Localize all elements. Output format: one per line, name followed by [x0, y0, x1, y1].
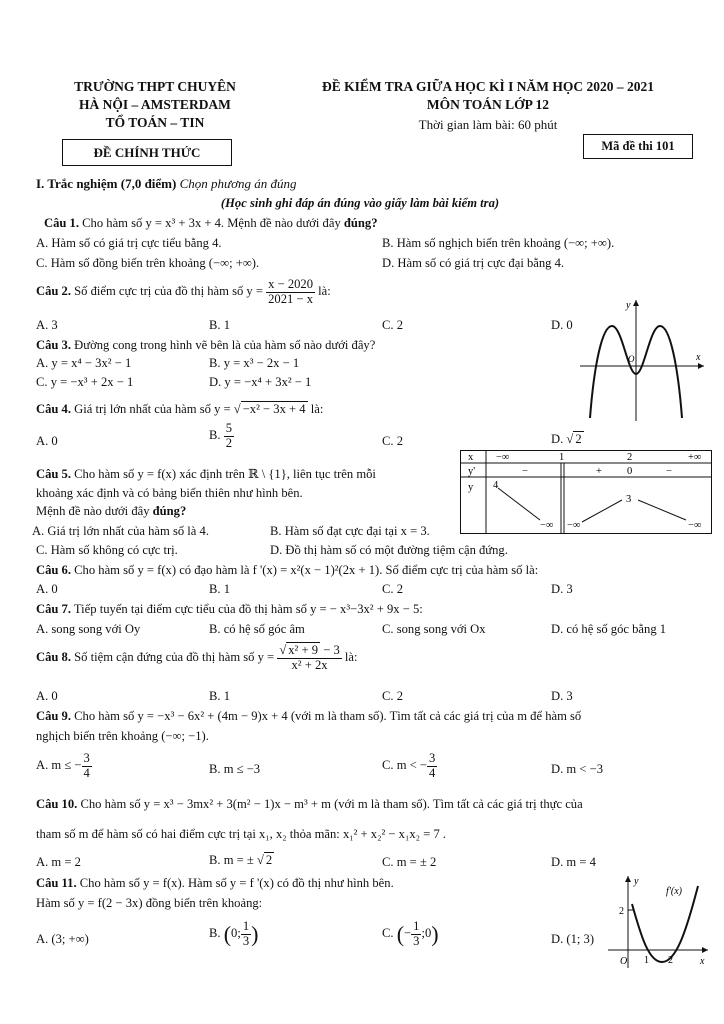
q4-option-d-radicand: 2: [575, 432, 582, 446]
q5-table-y-neginf2: −∞: [567, 520, 581, 531]
q5-table-y-3: 3: [626, 494, 632, 505]
section-note: (Học sinh ghi đáp án đúng vào giấy làm bài kiểm tra): [220, 196, 500, 210]
q3-origin-label: O: [628, 354, 635, 364]
q9-option-c-den: 4: [429, 765, 436, 780]
q9-option-a-label: A. m ≤ −: [36, 758, 82, 773]
q3-option-b: B. y = x³ − 2x − 1: [209, 356, 300, 370]
q11-option-b-fraction: [241, 920, 251, 949]
q5-table-sign1: −: [522, 466, 528, 477]
q5-text3: Mệnh đề nào dưới đây: [36, 504, 150, 518]
q11-option-b-pre: 0;: [231, 926, 241, 941]
q9-option-a-fraction: [82, 752, 92, 781]
q6-option-a: A. 0: [36, 582, 58, 596]
q5-line2: khoảng xác định và có bảng biến thiên như hình bên.: [36, 486, 303, 500]
q11-x-arrow-icon: [702, 947, 708, 953]
q5-table-zero: 0: [627, 466, 633, 477]
q11-option-c-den: 3: [413, 933, 420, 948]
q2-text: Số điểm cực trị của đồ thị hàm số y =: [74, 284, 263, 299]
q2-option-b: B. 1: [209, 318, 230, 332]
q4-option-b-fraction: [224, 422, 234, 451]
q8-option-d: D. 3: [551, 689, 573, 703]
q8-option-c: C. 2: [382, 689, 403, 703]
q9-option-a-num: 3: [83, 751, 90, 765]
q10-line2: tham số m để hàm số có hai điểm cực trị tại x₁, x₂ thỏa mãn: x₁² + x₂² − x₁x₂ = 7 .: [36, 827, 447, 841]
q10-option-d: D. m = 4: [551, 855, 596, 869]
section-instruction: Chọn phương án đúng: [179, 176, 297, 191]
q7-label: Câu 7.: [36, 602, 71, 616]
q11-label: Câu 11.: [36, 876, 77, 890]
q3-stem: [36, 338, 375, 353]
q9-option-a-den: 4: [83, 765, 90, 780]
q2-fraction: [266, 278, 315, 307]
q5-table-yprime: y': [468, 466, 476, 477]
section-title: I. Trắc nghiệm (7,0 điểm): [36, 176, 177, 191]
q3-x-arrow-icon: [698, 363, 704, 369]
q10-option-b-label: B. m = ±: [209, 853, 254, 867]
q1-option-a: A. Hàm số có giá trị cực tiểu bằng 4.: [36, 236, 222, 250]
q8-option-b: B. 1: [209, 689, 230, 703]
department-name: TỔ TOÁN – TIN: [105, 115, 205, 130]
q1-emphasis: đúng?: [343, 216, 378, 230]
q4-label: Câu 4.: [36, 402, 71, 416]
q10-option-c: C. m = ± 2: [382, 855, 437, 869]
q2-denominator: 2021 − x: [268, 291, 314, 306]
q8-label: Câu 8.: [36, 650, 71, 665]
q3-label: Câu 3.: [36, 338, 71, 352]
q8-tail: là:: [344, 650, 358, 665]
q5-table-x: x: [468, 452, 474, 463]
q2-option-c: C. 2: [382, 318, 403, 332]
q11-curve: [632, 886, 698, 962]
q4-option-b-den: 2: [225, 435, 233, 450]
exam-title: ĐỀ KIỂM TRA GIỮA HỌC KÌ I NĂM HỌC 2020 – 2021: [322, 79, 654, 94]
q4-option-c: C. 2: [382, 434, 403, 448]
q4-option-d-label: D.: [551, 432, 564, 446]
q5-table-y: y: [468, 482, 474, 493]
q3-option-c: C. y = −x³ + 2x − 1: [36, 375, 134, 389]
q7-stem: [36, 602, 423, 617]
q3-graph: [578, 296, 708, 426]
q7-option-a: A. song song với Oy: [36, 622, 141, 636]
q11-x-value-2: 2: [668, 955, 673, 966]
q5-label: Câu 5.: [36, 467, 71, 481]
q11-option-b: B. (0; $\frac{1}{3}$ ): [209, 919, 259, 948]
q5-table-sign3: −: [666, 466, 672, 477]
q2-option-a: A. 3: [36, 318, 58, 332]
q9-option-a: [36, 752, 92, 781]
q3-option-a: A. y = x⁴ − 3x² − 1: [36, 356, 132, 370]
q4-stem: Câu 4. Giá trị lớn nhất của hàm số y = √ −x² − 3x + 4 là:: [36, 402, 324, 416]
q7-option-b: B. có hệ số góc âm: [209, 622, 305, 636]
q8-fraction: [277, 644, 341, 673]
q9-option-b: B. m ≤ −3: [209, 762, 261, 776]
q5-arrow-up-icon: [582, 500, 622, 522]
q11-option-c: C. (− $\frac{1}{3}$ ;0): [382, 919, 439, 948]
q10-option-b: B. m = ± √ 2: [209, 853, 273, 867]
q10-option-a: A. m = 2: [36, 855, 81, 869]
q5-table-x-1: 1: [559, 452, 565, 463]
school-name-line1: TRƯỜNG THPT CHUYÊN: [74, 79, 236, 94]
q6-text: Cho hàm số y = f(x) có đạo hàm là f '(x) = x²(x − 1)²(2x + 1). Số điểm cực trị của hàm số là:: [74, 563, 539, 577]
q1-option-d: D. Hàm số có giá trị cực đại bằng 4.: [382, 256, 565, 270]
q9-option-c-label: C. m < −: [382, 758, 427, 773]
q5-table-x-2: 2: [627, 452, 633, 463]
school-name-line2: HÀ NỘI – AMSTERDAM: [79, 97, 231, 112]
q11-y-value-2: 2: [619, 906, 624, 917]
q5-line3: [36, 504, 186, 519]
q8-stem: [36, 644, 358, 673]
q9-option-c-num: 3: [429, 751, 436, 765]
q9-option-c: [382, 752, 437, 781]
exam-code: Mã đề thi 101: [601, 139, 675, 153]
q5-arrow-down1-icon: [498, 488, 540, 520]
q11-option-d: D. (1; 3): [551, 932, 595, 946]
q2-stem: [36, 278, 331, 307]
q4-text: Giá trị lớn nhất của hàm số y =: [74, 402, 231, 416]
q3-y-label: y: [626, 300, 631, 311]
q7-text: Tiếp tuyến tại điểm cực tiểu của đồ thị hàm số y = − x³−3x² + 9x − 5:: [73, 602, 423, 616]
q3-y-arrow-icon: [633, 300, 639, 306]
q4-option-b-num: 5: [225, 421, 233, 435]
q11-option-c-num: 1: [413, 919, 420, 933]
q5-variation-table: [460, 450, 712, 534]
q5-table-y-neginf3: −∞: [688, 520, 702, 531]
q1-label: Câu 1.: [44, 216, 79, 230]
q7-option-c: C. song song với Ox: [382, 622, 486, 636]
q11-fx-label: f'(x): [666, 886, 683, 897]
q11-option-b-num: 1: [242, 919, 250, 933]
section-heading: [36, 176, 297, 192]
q3-option-d: D. y = −x⁴ + 3x² − 1: [209, 375, 312, 389]
q9-line1: [36, 709, 581, 724]
q6-option-c: C. 2: [382, 582, 403, 596]
q1-option-c: C. Hàm số đồng biến trên khoảng (−∞; +∞).: [36, 256, 260, 270]
q4-option-d: D. √ 2: [551, 432, 582, 446]
q5-option-c: C. Hàm số không có cực trị.: [36, 543, 178, 557]
exam-subject: MÔN TOÁN LỚP 12: [426, 97, 550, 112]
q8-denominator: x² + 2x: [291, 657, 328, 672]
q11-line1: [36, 876, 394, 891]
q5-option-a: A. Giá trị lớn nhất của hàm số là 4.: [32, 524, 209, 538]
q10-line1: [36, 797, 583, 812]
q2-label: Câu 2.: [36, 284, 71, 299]
q11-text1: Cho hàm số y = f(x). Hàm số y = f '(x) có đồ thị như hình bên.: [79, 876, 394, 890]
q8-num-radicand: x² + 9: [288, 643, 319, 657]
official-badge: [62, 139, 232, 166]
q4-tail: là:: [310, 402, 324, 416]
q4-option-b-label: B.: [209, 428, 221, 443]
exam-time: Thời gian làm bài: 60 phút: [418, 117, 558, 132]
q9-label: Câu 9.: [36, 709, 71, 723]
q5-table-x-neginf: −∞: [496, 452, 510, 463]
q11-option-b-den: 3: [242, 933, 250, 948]
q1-text: Cho hàm số y = x³ + 3x + 4. Mệnh đề nào dưới đây: [82, 216, 341, 230]
q2-tail: là:: [318, 284, 331, 299]
q2-numerator: x − 2020: [268, 277, 314, 291]
q5-option-d: D. Đồ thị hàm số có một đường tiệm cận đứng.: [270, 543, 508, 557]
q5-table-x-posinf: +∞: [688, 452, 702, 463]
q8-option-a: A. 0: [36, 689, 58, 703]
q9-option-c-fraction: [427, 752, 437, 781]
q6-stem: [36, 563, 538, 578]
q7-option-d: D. có hệ số góc bằng 1: [551, 622, 667, 636]
q6-option-d: D. 3: [551, 582, 573, 596]
q6-label: Câu 6.: [36, 563, 71, 577]
exam-code-box: [583, 134, 693, 159]
q11-origin-label: O: [620, 956, 628, 967]
q5-option-b: B. Hàm số đạt cực đại tại x = 3.: [270, 524, 430, 538]
q11-option-c-post: ;0: [421, 926, 432, 941]
q11-x-value-1: 1: [644, 955, 649, 966]
q5-emphasis: đúng?: [152, 504, 187, 518]
q11-option-c-fraction: [411, 920, 421, 949]
official-label: ĐỀ CHÍNH THỨC: [93, 144, 201, 160]
q1-option-b: B. Hàm số nghịch biến trên khoảng (−∞; +∞).: [382, 236, 615, 250]
q8-text: Số tiệm cận đứng của đồ thị hàm số y =: [74, 650, 275, 665]
q2-option-d: D. 0: [551, 318, 573, 332]
q4-option-a: A. 0: [36, 434, 58, 448]
q5-table-sign2: +: [596, 466, 602, 477]
q5-table-y-4: 4: [493, 480, 499, 491]
q11-y-label: y: [634, 876, 639, 887]
q5-table-y-neginf1: −∞: [540, 520, 554, 531]
q9-text1: Cho hàm số y = −x³ − 6x² + (4m − 9)x + 4 (với m là tham số). Tìm tất cả các giá trị của m để hàm số: [74, 709, 582, 723]
q11-option-b-label: B.: [209, 926, 221, 941]
q3-x-label: x: [696, 352, 701, 363]
q10-option-b-radicand: 2: [265, 853, 273, 867]
q5-line1: [36, 466, 376, 482]
q11-x-label: x: [700, 956, 705, 967]
q9-line2: nghịch biến trên khoảng (−∞; −1).: [36, 729, 209, 743]
q3-text: Đường cong trong hình vẽ bên là của hàm số nào dưới đây?: [74, 338, 376, 352]
q4-option-b: [209, 422, 234, 451]
q11-option-c-pre: −: [404, 926, 412, 941]
q8-num-tail: − 3: [323, 643, 340, 657]
q11-option-a: A. (3; +∞): [36, 932, 89, 946]
q10-text1: Cho hàm số y = x³ − 3mx² + 3(m² − 1)x − m³ + m (với m là tham số). Tìm tất cả các giá trị thực của: [80, 797, 583, 811]
q11-option-c-label: C.: [382, 926, 394, 941]
q11-line2: Hàm số y = f(2 − 3x) đồng biến trên khoảng:: [36, 896, 263, 910]
q11-graph: [604, 872, 714, 972]
q5-arrow-down2-icon: [638, 500, 686, 520]
q8-numerator: √ x² + 9 − 3: [279, 643, 340, 657]
q1-stem: [44, 216, 378, 231]
q9-option-d: D. m < −3: [551, 762, 603, 776]
q11-y-arrow-icon: [625, 876, 631, 882]
q4-radicand: −x² − 3x + 4: [242, 402, 306, 416]
q10-label: Câu 10.: [36, 797, 78, 811]
q5-text1: Cho hàm số y = f(x) xác định trên ℝ \ {1}, liên tục trên mỗi: [74, 467, 376, 481]
q6-option-b: B. 1: [209, 582, 230, 596]
